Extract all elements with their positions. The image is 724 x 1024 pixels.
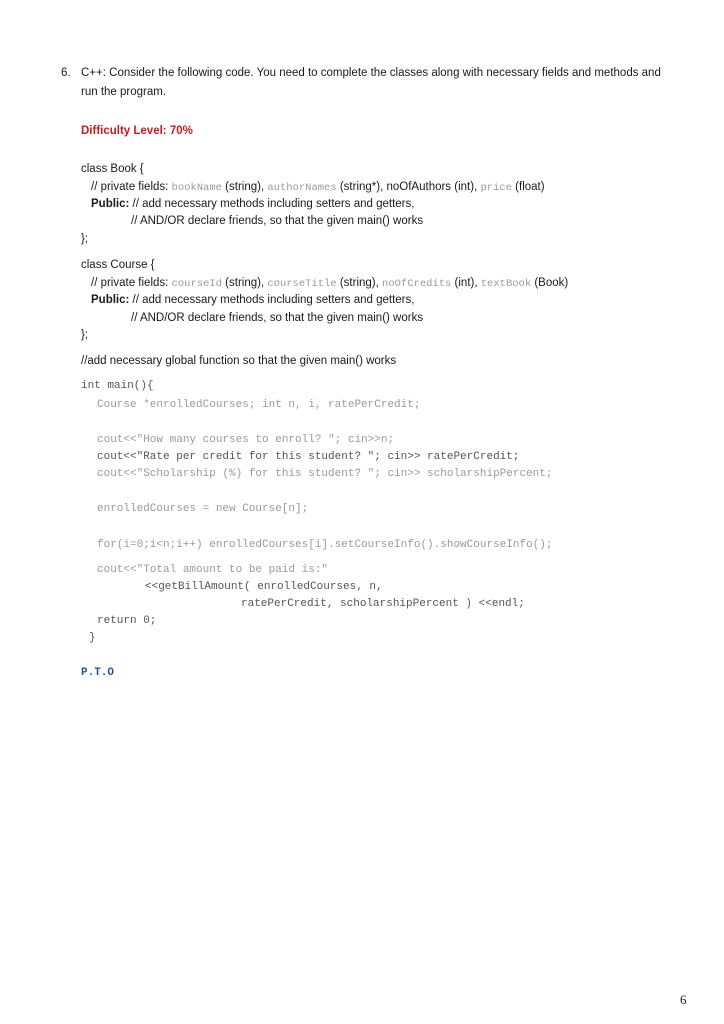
course-fields-line: [91, 276, 568, 291]
question-text: [81, 66, 701, 81]
book-class-close: };: [81, 233, 89, 245]
course-public-line: [91, 293, 414, 308]
code-line-new-courses: enrolledCourses = new Course[n];: [97, 503, 309, 515]
code-line-cout-rate: cout<<"Rate per credit for this student? "; cin>> ratePerCredit;: [97, 451, 520, 463]
course-field-type2: (string),: [336, 277, 383, 289]
book-fields-prefix: // private fields:: [91, 181, 172, 193]
course-field-textbook: textBook: [480, 278, 532, 290]
course-field-type3: (int),: [451, 277, 481, 289]
course-public-label: Public:: [91, 294, 130, 306]
course-field-coursetitle: courseTitle: [267, 278, 337, 290]
code-line-declarations: Course *enrolledCourses; int n, i, ratePerCredit;: [97, 399, 421, 411]
question-number: 6.: [61, 67, 71, 79]
book-field-type1: (string),: [221, 181, 268, 193]
code-line-getbillamount: <<getBillAmount( enrolledCourses, n,: [145, 581, 383, 593]
course-field-noofcredits: noOfCredits: [382, 278, 452, 290]
page-number: 6: [680, 992, 687, 1007]
book-field-authornames: authorNames: [267, 182, 337, 194]
book-public-label: Public:: [91, 198, 130, 210]
code-line-return: return 0;: [97, 615, 157, 627]
course-fields-prefix: // private fields:: [91, 277, 172, 289]
global-function-comment: //add necessary global function so that the given main() works: [81, 355, 397, 367]
course-field-type4: (Book): [531, 277, 569, 289]
question-lang-label: C++:: [81, 67, 106, 79]
pto-label: P.T.O: [81, 667, 115, 679]
course-field-type1: (string),: [221, 277, 268, 289]
course-comment1: // add necessary methods including setters and getters,: [129, 294, 415, 306]
code-line-main-decl: int main(){: [81, 380, 154, 392]
course-class-close: };: [81, 329, 89, 341]
difficulty-level: Difficulty Level: 70%: [81, 125, 193, 137]
code-line-cout-courses: cout<<"How many courses to enroll? "; cin>>n;: [97, 434, 395, 446]
question-text-line2: run the program.: [81, 86, 167, 98]
code-line-cout-total: cout<<"Total amount to be paid is:": [97, 564, 329, 576]
book-fields-line: [91, 180, 545, 195]
code-line-main-close: }: [89, 632, 96, 644]
book-field-type2: (string*), noOfAuthors (int),: [336, 181, 481, 193]
code-line-for-loop: for(i=0;i<n;i++) enrolledCourses[i].setCourseInfo().showCourseInfo();: [97, 539, 553, 551]
course-field-courseid: courseId: [171, 278, 222, 290]
book-comment2: // AND/OR declare friends, so that the given main() works: [131, 215, 424, 227]
book-public-line: [91, 197, 414, 212]
book-field-bookname: bookName: [171, 182, 222, 194]
course-comment2: // AND/OR declare friends, so that the given main() works: [131, 312, 424, 324]
book-comment1: // add necessary methods including setters and getters,: [129, 198, 415, 210]
question-text-line1: Consider the following code. You need to complete the classes along with necessary fields and methods and: [105, 67, 661, 79]
book-class-decl: class Book {: [81, 163, 144, 175]
code-line-cout-scholarship: cout<<"Scholarship (%) for this student? "; cin>> scholarshipPercent;: [97, 468, 553, 480]
book-field-price: price: [480, 182, 512, 194]
book-field-type3: (float): [511, 181, 545, 193]
course-class-decl: class Course {: [81, 259, 155, 271]
code-line-getbill-args: ratePerCredit, scholarshipPercent ) <<endl;: [241, 598, 525, 610]
